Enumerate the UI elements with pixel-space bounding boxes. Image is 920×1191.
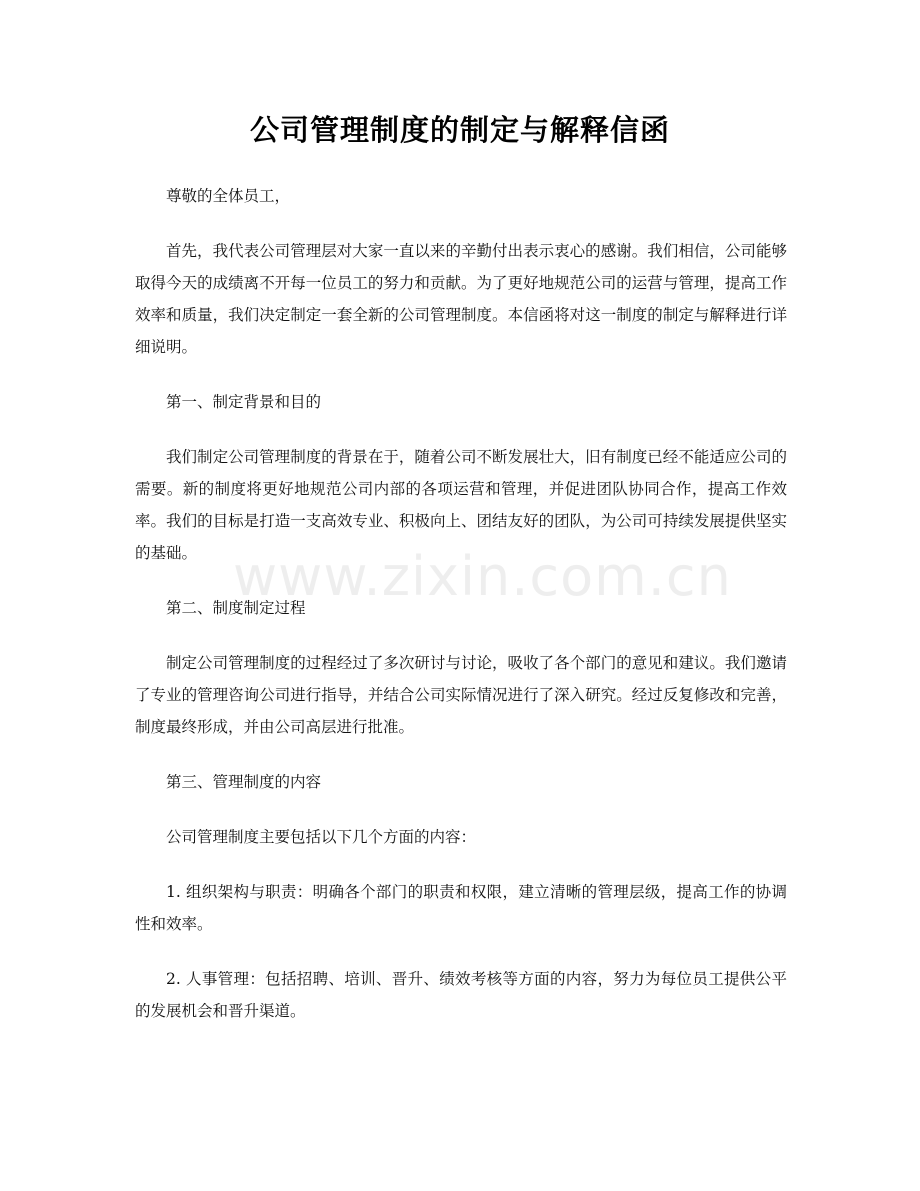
list-item-1: 1. 组织架构与职责：明确各个部门的职责和权限，建立清晰的管理层级，提高工作的协调性和效率。 bbox=[135, 883, 787, 933]
section-3-intro: 公司管理制度主要包括以下几个方面的内容： bbox=[166, 828, 477, 846]
section-heading-2: 第二、制度制定过程 bbox=[166, 599, 306, 617]
document-title: 公司管理制度的制定与解释信函 bbox=[249, 113, 670, 147]
section-1-paragraph: 我们制定公司管理制度的背景在于，随着公司不断发展壮大，旧有制度已经不能适应公司的需要。新的制度将更好地规范公司内部的各项运营和管理，并促进团队协同合作，提高工作效率。我们的目标是打造一支高效专业、积极向上、团结友好的团队，为公司可持续发展提供坚实的基础。 bbox=[135, 448, 787, 562]
watermark: www.zixin.com.cn bbox=[233, 545, 732, 608]
section-heading-1: 第一、制定背景和目的 bbox=[166, 393, 322, 411]
letter-body bbox=[135, 180, 787, 1050]
intro-paragraph: 首先，我代表公司管理层对大家一直以来的辛勤付出表示衷心的感谢。我们相信，公司能够取得今天的成绩离不开每一位员工的努力和贡献。为了更好地规范公司的运营与管理，提高工作效率和质量，我们决定制定一套全新的公司管理制度。本信函将对这一制度的制定与解释进行详细说明。 bbox=[135, 242, 787, 356]
list-item-2: 2. 人事管理：包括招聘、培训、晋升、绩效考核等方面的内容，努力为每位员工提供公平的发展机会和晋升渠道。 bbox=[135, 970, 787, 1020]
section-heading-3: 第三、管理制度的内容 bbox=[166, 773, 322, 791]
salutation: 尊敬的全体员工， bbox=[166, 187, 291, 205]
section-2-paragraph: 制定公司管理制度的过程经过了多次研讨与讨论，吸收了各个部门的意见和建议。我们邀请了专业的管理咨询公司进行指导，并结合公司实际情况进行了深入研究。经过反复修改和完善，制度最终形成，并由公司高层进行批准。 bbox=[135, 654, 787, 736]
